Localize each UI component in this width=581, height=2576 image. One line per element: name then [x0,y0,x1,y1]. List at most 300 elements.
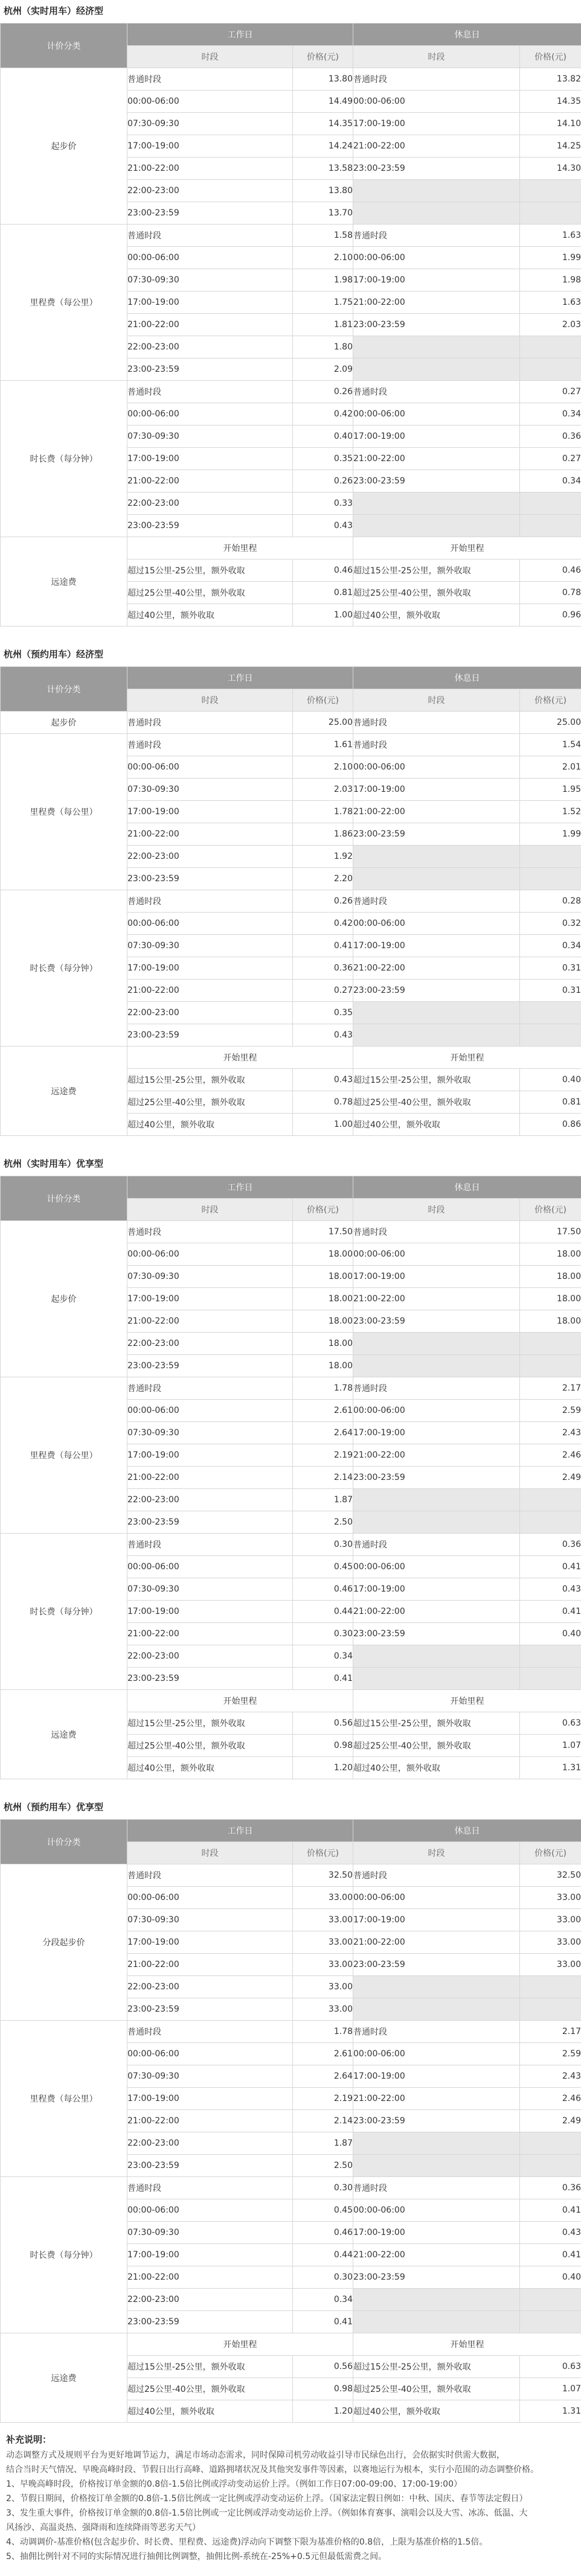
section-gap [0,1779,581,1797]
header-holiday: 休息日 [353,24,581,46]
holiday-price [520,2132,581,2155]
note-line: 1、早晚高峰时段，价格按订单金额的0.8倍-1.5倍比例或浮动变动运价上浮。（例如工作日07:00-09:00、17:00-19:00） [6,2477,575,2492]
holiday-distance-range: 超过15公里-25公里，额外收取 [353,1712,520,1735]
holiday-price: 2.46 [520,1444,581,1467]
holiday-price: 14.25 [520,135,581,158]
workday-period: 23:00-23:59 [127,1355,293,1377]
holiday-price: 0.41 [520,2244,581,2266]
holiday-price: 33.00 [520,1909,581,1931]
workday-period: 17:00-19:00 [127,135,293,158]
section-gap [0,626,581,645]
fee-category: 时长费（每分钟） [1,381,127,537]
holiday-period: 21:00-22:00 [353,1931,520,1954]
holiday-period: 23:00-23:59 [353,1310,520,1333]
holiday-price [520,1976,581,1998]
workday-period: 21:00-22:00 [127,980,293,1002]
workday-price: 0.34 [293,1645,353,1668]
holiday-price: 2.49 [520,1467,581,1489]
workday-price: 2.10 [293,756,353,779]
table-row [1,1047,581,1069]
holiday-price: 2.43 [520,2065,581,2088]
workday-price: 1.00 [293,1114,353,1136]
holiday-price: 0.46 [520,560,581,582]
holiday-price: 0.41 [520,1556,581,1578]
holiday-price: 0.34 [520,403,581,426]
holiday-price: 1.31 [520,2400,581,2423]
holiday-price: 0.81 [520,1091,581,1114]
start-mileage-label: 开始里程 [127,1047,353,1069]
holiday-distance-range: 超过40公里，额外收取 [353,604,520,626]
holiday-price [520,1511,581,1534]
workday-period: 21:00-22:00 [127,1467,293,1489]
subheader-holiday-price: 价格(元) [520,1199,581,1221]
workday-price: 33.00 [293,1998,353,2021]
holiday-period [353,1333,520,1355]
header-workday: 工作日 [127,1176,353,1199]
holiday-price: 1.07 [520,1735,581,1757]
workday-price: 1.78 [293,2021,353,2043]
workday-period: 23:00-23:59 [127,1668,293,1690]
workday-price: 1.20 [293,1757,353,1779]
workday-price: 2.10 [293,247,353,269]
holiday-period: 21:00-22:00 [353,2088,520,2110]
workday-price: 13.70 [293,202,353,225]
subheader-holiday-period: 时段 [353,1199,520,1221]
workday-period: 23:00-23:59 [127,359,293,381]
workday-period: 07:30-09:30 [127,779,293,801]
note-line: 风扬沙、高温炎热、强降雨和连续降雨等恶劣天气） [6,2520,575,2535]
holiday-period: 21:00-22:00 [353,1601,520,1623]
workday-price: 0.41 [293,1668,353,1690]
holiday-price: 17.50 [520,1221,581,1243]
holiday-price: 0.63 [520,1712,581,1735]
holiday-price [520,868,581,890]
holiday-distance-range: 超过40公里，额外收取 [353,2400,520,2423]
holiday-period [353,1489,520,1511]
workday-price: 0.98 [293,2378,353,2400]
holiday-price: 1.07 [520,2378,581,2400]
workday-period: 07:30-09:30 [127,1578,293,1601]
workday-price: 0.43 [293,1069,353,1091]
workday-period: 00:00-06:00 [127,247,293,269]
workday-price: 2.14 [293,1467,353,1489]
workday-price: 0.26 [293,890,353,913]
holiday-price: 32.50 [520,1864,581,1887]
holiday-period: 00:00-06:00 [353,2043,520,2065]
workday-price: 0.45 [293,1556,353,1578]
holiday-price [520,1333,581,1355]
workday-price: 1.87 [293,2132,353,2155]
workday-price: 2.64 [293,1422,353,1444]
holiday-period [353,1024,520,1047]
workday-period: 21:00-22:00 [127,1310,293,1333]
holiday-price: 0.78 [520,582,581,604]
fee-category: 远途费 [1,1047,127,1136]
holiday-distance-range: 超过40公里，额外收取 [353,1114,520,1136]
holiday-price: 2.59 [520,1400,581,1422]
note-line: 动态调整方式及规则平台为更好地调节运力，满足市场动态需求，同时保障司机劳动收益引导市民绿色出行，会依据实时供需大数据， [6,2448,575,2463]
subheader-workday-period: 时段 [127,1842,293,1864]
workday-period: 普通时段 [127,734,293,756]
workday-period: 00:00-06:00 [127,2199,293,2222]
workday-price: 1.98 [293,269,353,292]
header-holiday: 休息日 [353,667,581,689]
holiday-price: 1.63 [520,292,581,314]
holiday-period: 00:00-06:00 [353,2199,520,2222]
holiday-price [520,493,581,515]
workday-period: 07:30-09:30 [127,1422,293,1444]
workday-price: 13.58 [293,158,353,180]
holiday-price [520,336,581,359]
subheader-workday-price: 价格(元) [293,1199,353,1221]
workday-period: 22:00-23:00 [127,2289,293,2311]
note-line: 2、节假日期间，价格按订单金额的0.8倍-1.5倍比例或一定比例或浮动变动运价上浮。（国家法定假日例如：中秋、国庆、春节等法定假日） [6,2492,575,2506]
start-mileage-label: 开始里程 [353,537,581,560]
holiday-price: 2.59 [520,2043,581,2065]
holiday-period: 00:00-06:00 [353,247,520,269]
workday-period: 17:00-19:00 [127,1444,293,1467]
holiday-price [520,180,581,202]
table-header-row [1,24,581,46]
table-row [1,1864,581,1887]
fee-category: 里程费（每公里） [1,734,127,890]
holiday-distance-range: 超过25公里-40公里，额外收取 [353,2378,520,2400]
table-row [1,1534,581,1556]
workday-period: 普通时段 [127,2021,293,2043]
holiday-period [353,2132,520,2155]
fee-category: 里程费（每公里） [1,225,127,381]
holiday-period [353,336,520,359]
holiday-distance-range: 超过25公里-40公里，额外收取 [353,1091,520,1114]
note-line: 4、动调调价-基准价格(包含起步价、时长费、里程费、远途费)浮动向下调整下限为基准价格的0.8倍，上限为基准价格的1.5倍。 [6,2535,575,2549]
holiday-distance-range: 超过15公里-25公里，额外收取 [353,1069,520,1091]
holiday-period: 17:00-19:00 [353,269,520,292]
workday-period: 21:00-22:00 [127,1623,293,1645]
holiday-period: 23:00-23:59 [353,470,520,493]
workday-price: 0.42 [293,913,353,935]
workday-price: 2.03 [293,779,353,801]
holiday-period: 00:00-06:00 [353,403,520,426]
table-row [1,1690,581,1712]
holiday-price [520,1668,581,1690]
holiday-price: 1.54 [520,734,581,756]
subheader-holiday-price: 价格(元) [520,689,581,712]
workday-period: 00:00-06:00 [127,913,293,935]
workday-price: 0.41 [293,935,353,957]
workday-price: 0.27 [293,980,353,1002]
holiday-period [353,515,520,537]
workday-price: 25.00 [293,712,353,734]
holiday-price: 0.41 [520,2199,581,2222]
holiday-period: 17:00-19:00 [353,1422,520,1444]
holiday-price: 0.32 [520,913,581,935]
workday-period: 普通时段 [127,381,293,403]
section-title: 杭州（实时用车）经济型 [0,1,581,23]
subheader-workday-price: 价格(元) [293,46,353,68]
workday-period: 22:00-23:00 [127,1333,293,1355]
holiday-price: 14.35 [520,91,581,113]
table-row [1,890,581,913]
workday-price: 2.61 [293,1400,353,1422]
workday-period: 07:30-09:30 [127,1909,293,1931]
workday-period: 22:00-23:00 [127,336,293,359]
holiday-price: 18.00 [520,1266,581,1288]
holiday-price: 1.95 [520,779,581,801]
workday-price: 14.35 [293,113,353,135]
workday-period: 普通时段 [127,225,293,247]
workday-distance-range: 超过25公里-40公里，额外收取 [127,582,293,604]
holiday-price: 33.00 [520,1931,581,1954]
subheader-holiday-period: 时段 [353,689,520,712]
workday-distance-range: 超过40公里，额外收取 [127,2400,293,2423]
workday-period: 00:00-06:00 [127,2043,293,2065]
holiday-period: 17:00-19:00 [353,113,520,135]
holiday-price [520,202,581,225]
table-row [1,381,581,403]
table-row [1,2333,581,2356]
workday-price: 2.50 [293,1511,353,1534]
subheader-holiday-period: 时段 [353,1842,520,1864]
workday-price: 0.43 [293,515,353,537]
table-header-row [1,667,581,689]
workday-period: 23:00-23:59 [127,1998,293,2021]
fee-category: 远途费 [1,2333,127,2423]
holiday-period: 23:00-23:59 [353,1467,520,1489]
table-row [1,2021,581,2043]
workday-price: 0.30 [293,2177,353,2199]
fee-category: 时长费（每分钟） [1,1534,127,1690]
fee-category: 时长费（每分钟） [1,2177,127,2333]
holiday-price: 2.17 [520,2021,581,2043]
section-title: 杭州（预约用车）优享型 [0,1797,581,1819]
header-workday: 工作日 [127,667,353,689]
holiday-period: 23:00-23:59 [353,2110,520,2132]
table-row [1,712,581,734]
workday-price: 0.33 [293,493,353,515]
workday-price: 33.00 [293,1954,353,1976]
subheader-workday-price: 价格(元) [293,689,353,712]
workday-distance-range: 超过15公里-25公里，额外收取 [127,560,293,582]
holiday-period: 21:00-22:00 [353,1444,520,1467]
holiday-period [353,1511,520,1534]
holiday-period: 23:00-23:59 [353,2266,520,2289]
workday-period: 17:00-19:00 [127,2244,293,2266]
holiday-period: 普通时段 [353,734,520,756]
holiday-period [353,2289,520,2311]
header-category: 计价分类 [1,667,127,712]
holiday-period [353,1998,520,2021]
workday-period: 17:00-19:00 [127,1601,293,1623]
workday-period: 23:00-23:59 [127,2311,293,2333]
workday-period: 23:00-23:59 [127,1511,293,1534]
workday-period: 23:00-23:59 [127,1024,293,1047]
holiday-price: 0.34 [520,470,581,493]
holiday-period [353,1645,520,1668]
holiday-period: 普通时段 [353,1864,520,1887]
header-holiday: 休息日 [353,1820,581,1842]
workday-price: 18.00 [293,1243,353,1266]
workday-price: 0.42 [293,403,353,426]
table-header-row [1,1820,581,1842]
workday-period: 07:30-09:30 [127,2222,293,2244]
workday-period: 23:00-23:59 [127,202,293,225]
workday-price: 0.35 [293,1002,353,1024]
workday-price: 2.20 [293,868,353,890]
holiday-period: 00:00-06:00 [353,91,520,113]
workday-period: 普通时段 [127,712,293,734]
holiday-period: 17:00-19:00 [353,935,520,957]
workday-price: 33.00 [293,1976,353,1998]
workday-price: 0.36 [293,957,353,980]
workday-period: 21:00-22:00 [127,823,293,846]
holiday-price [520,1998,581,2021]
holiday-price: 2.46 [520,2088,581,2110]
header-workday: 工作日 [127,1820,353,1842]
holiday-price: 13.82 [520,68,581,91]
workday-period: 00:00-06:00 [127,1243,293,1266]
holiday-price [520,1002,581,1024]
fee-category: 分段起步价 [1,1864,127,2021]
holiday-price: 0.27 [520,381,581,403]
workday-period: 00:00-06:00 [127,1556,293,1578]
workday-price: 1.92 [293,846,353,868]
fee-category: 起步价 [1,68,127,225]
holiday-period: 21:00-22:00 [353,448,520,470]
holiday-price: 0.63 [520,2356,581,2378]
workday-price: 0.34 [293,2289,353,2311]
workday-period: 07:30-09:30 [127,2065,293,2088]
workday-period: 07:30-09:30 [127,935,293,957]
workday-period: 22:00-23:00 [127,1645,293,1668]
workday-price: 18.00 [293,1310,353,1333]
workday-period: 07:30-09:30 [127,269,293,292]
fee-category: 远途费 [1,537,127,626]
workday-distance-range: 超过15公里-25公里，额外收取 [127,2356,293,2378]
holiday-period [353,202,520,225]
workday-price: 1.61 [293,734,353,756]
holiday-period: 17:00-19:00 [353,1266,520,1288]
holiday-price: 2.49 [520,2110,581,2132]
holiday-price: 0.31 [520,957,581,980]
note-line: 5、抽佣比例针对不同的实际情况进行抽佣比例调整，抽佣比例-系统在-25%+0.5元但最低需费之间。 [6,2549,575,2564]
workday-period: 17:00-19:00 [127,957,293,980]
workday-period: 22:00-23:00 [127,846,293,868]
workday-price: 2.19 [293,2088,353,2110]
holiday-period [353,1668,520,1690]
subheader-workday-period: 时段 [127,1199,293,1221]
table-header-row [1,1176,581,1199]
holiday-price: 0.40 [520,1623,581,1645]
holiday-period [353,2155,520,2177]
fee-category: 起步价 [1,712,127,734]
workday-price: 1.58 [293,225,353,247]
start-mileage-label: 开始里程 [127,2333,353,2356]
note-line: 3、发生重大事件，价格按订单金额的0.8倍-1.5倍比例或一定比例或浮动变动运价上浮。（例如体育赛事、演唱会以及大雪、冰冻、低温、大 [6,2506,575,2520]
workday-distance-range: 超过15公里-25公里，额外收取 [127,1712,293,1735]
workday-price: 2.19 [293,1444,353,1467]
holiday-period: 23:00-23:59 [353,823,520,846]
holiday-period: 23:00-23:59 [353,1954,520,1976]
holiday-price: 0.40 [520,2266,581,2289]
workday-price: 0.43 [293,1024,353,1047]
workday-price: 13.80 [293,180,353,202]
holiday-distance-range: 超过40公里，额外收取 [353,1757,520,1779]
workday-period: 普通时段 [127,1534,293,1556]
workday-period: 00:00-06:00 [127,403,293,426]
workday-price: 0.46 [293,560,353,582]
holiday-price: 2.01 [520,756,581,779]
holiday-period: 普通时段 [353,1534,520,1556]
table-row [1,68,581,91]
workday-price: 1.00 [293,604,353,626]
workday-price: 0.98 [293,1735,353,1757]
workday-price: 0.35 [293,448,353,470]
table-row [1,2177,581,2199]
fare-table [0,1176,581,1779]
holiday-period: 21:00-22:00 [353,292,520,314]
holiday-period [353,359,520,381]
holiday-period: 17:00-19:00 [353,2065,520,2088]
workday-price: 18.00 [293,1266,353,1288]
workday-period: 普通时段 [127,2177,293,2199]
holiday-price: 2.43 [520,1422,581,1444]
workday-price: 2.64 [293,2065,353,2088]
holiday-period: 00:00-06:00 [353,1400,520,1422]
workday-period: 21:00-22:00 [127,470,293,493]
workday-period: 普通时段 [127,890,293,913]
workday-price: 1.78 [293,801,353,823]
fare-table [0,1819,581,2423]
workday-price: 1.80 [293,336,353,359]
holiday-price: 0.34 [520,935,581,957]
workday-period: 23:00-23:59 [127,515,293,537]
holiday-period: 普通时段 [353,890,520,913]
holiday-price: 0.43 [520,1578,581,1601]
workday-price: 33.00 [293,1909,353,1931]
section-gap [0,1136,581,1154]
holiday-period: 普通时段 [353,68,520,91]
holiday-period: 普通时段 [353,2177,520,2199]
holiday-period [353,1976,520,1998]
holiday-period: 23:00-23:59 [353,314,520,336]
workday-price: 0.46 [293,2222,353,2244]
subheader-workday-price: 价格(元) [293,1842,353,1864]
holiday-period: 17:00-19:00 [353,1909,520,1931]
holiday-period: 21:00-22:00 [353,957,520,980]
workday-period: 17:00-19:00 [127,292,293,314]
holiday-period: 17:00-19:00 [353,1578,520,1601]
fee-category: 里程费（每公里） [1,2021,127,2177]
holiday-price [520,1489,581,1511]
start-mileage-label: 开始里程 [353,2333,581,2356]
holiday-period: 21:00-22:00 [353,1288,520,1310]
workday-period: 00:00-06:00 [127,91,293,113]
holiday-period: 00:00-06:00 [353,1243,520,1266]
holiday-price [520,2289,581,2311]
holiday-period: 23:00-23:59 [353,158,520,180]
workday-price: 2.61 [293,2043,353,2065]
holiday-price: 0.96 [520,604,581,626]
workday-period: 21:00-22:00 [127,2266,293,2289]
workday-price: 2.50 [293,2155,353,2177]
holiday-period: 普通时段 [353,712,520,734]
holiday-period [353,1355,520,1377]
workday-price: 0.45 [293,2199,353,2222]
start-mileage-label: 开始里程 [127,537,353,560]
workday-price: 0.30 [293,1623,353,1645]
holiday-price: 33.00 [520,1954,581,1976]
workday-price: 33.00 [293,1887,353,1909]
